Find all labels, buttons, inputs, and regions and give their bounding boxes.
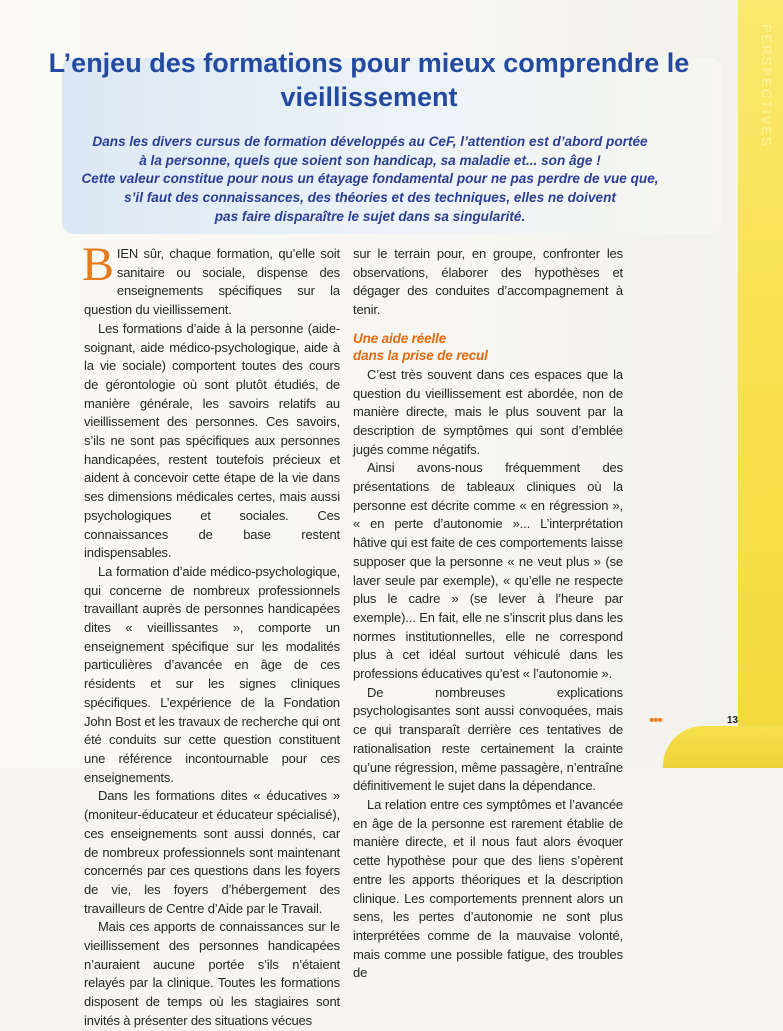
intro-line: Dans les divers cursus de formation développés au CeF, l’attention est d’abord portée	[92, 134, 648, 149]
paragraph: De nombreuses explications psychologisantes sont aussi convoquées, mais ce qui transparaît derrière ces tentatives de rationalisation reste certainement la crainte qu’une régression, même passagère, n’entraîne définitivement le sujet dans la dépendance.	[353, 684, 623, 794]
paragraph: La formation d’aide médico-psychologique, qui concerne de nombreux professionnels travaillant auprès de personnes handicapées dites « vieillissantes », comporte un enseignement spécifique sur les modalités particulières d’avancée en âge de ces résidents et sur les signes cliniques spécifiques. L’expérience de la Fondation John Bost et les travaux de recherche qui ont été conduits sur cette question constituent une référence incontournable pour ces enseignements.	[84, 563, 340, 785]
side-band-text: PERSPECTIVES	[759, 24, 774, 148]
paragraph: La relation entre ces symptômes et l’avancée en âge de la personne est rarement établie de manière directe, et il nous faut alors évoquer cette hypothèse pour que des liens s’opèrent entre les apports théoriques et la description clinique. Les comportements prennent alors un sens, les pertes d’autonomie ne sont plus interprétées comme de la mauvaise volonté, mais comme une possible fatigue, des troubles de	[353, 796, 623, 981]
drop-cap: B	[82, 238, 114, 291]
article-title: L’enjeu des formations pour mieux comprendre le vieillissement	[48, 48, 690, 112]
subheading-line: dans la prise de recul	[353, 347, 488, 363]
paragraph: Mais ces apports de connaissances sur le vieillissement des personnes handicapées n’auraient aucune portée s’ils n’étaient relayés par la clinique. Toutes les formations disposent de temps où les stagiaires sont invités à présenter des situations vécues	[84, 919, 340, 1028]
continued-paragraph: sur le terrain pour, en groupe, confronter les observations, élaborer des hypothèses et dégager des conduites d’accompagnement à tenir.	[353, 246, 623, 318]
right-column	[353, 245, 623, 983]
paragraph: Ainsi avons-nous fréquemment des présentations de tableaux cliniques où la personne est décrite comme « en régression », « en perte d’autonomie »... L’interprétation hâtive qui est faite de ces comportements laisse supposer que la personne « ne veut plus » (se laver seule par exemple), « qu’elle ne respecte plus le cadre » (se lever à l’heure par exemple)... En fait, elle ne s’inscrit plus dans les normes institutionnelles, elle ne correspond plus à cet idéal surtout véhiculé dans les professions éducatives qu’est « l’autonomie ».	[353, 460, 623, 682]
paragraph: C’est très souvent dans ces espaces que la question du vieillissement est abordée, non de manière directe, mais le plus souvent par la description de symptômes qui sont d’emblée jugés comme négatifs.	[353, 366, 623, 457]
intro-text	[70, 133, 670, 227]
left-column	[82, 238, 340, 1031]
yellow-corner-decoration	[663, 726, 783, 768]
first-paragraph	[82, 238, 340, 320]
subheading-line: Une aide réelle	[353, 330, 447, 346]
paragraph: Les formations d’aide à la personne (aide-soignant, aide médico-psychologique, aide à la vie sociale) comportent toutes des cours de gérontologie où sont plutôt étudiés, de manière générale, les savoirs relatifs au vieillissement des personnes. Ces savoirs, s’ils ne sont pas spécifiques aux personnes handicapées, restent toutefois précieux et aident à concevoir cette étape de la vie dans ses dimensions médicales certes, mais aussi psychologiques et sociales. Ces connaissances de base restent indispensables.	[84, 320, 340, 561]
intro-line: à la personne, quels que soient son handicap, sa maladie et... son âge !	[139, 152, 601, 168]
paragraph-text: IEN sûr, chaque formation, qu’elle soit sanitaire ou sociale, dispense des enseignements spécifiques sur la question du vieillissement.	[84, 246, 340, 318]
intro-line: pas faire disparaître le sujet dans sa singularité.	[214, 208, 526, 224]
paragraph: Dans les formations dites « éducatives » (moniteur-éducateur et éducateur spécialisé), ces enseignements sont aussi donnés, car de nombreux professionnels sont maintenant concernés par ces questions dans les foyers de vie, les foyers d’hébergement des travailleurs de Centre d’Aide par le Travail.	[84, 788, 340, 916]
page-number: 13	[727, 715, 739, 726]
section-subheading	[353, 330, 623, 364]
intro-line: s’il faut des connaissances, des théories et des techniques, elles ne doivent	[124, 190, 616, 206]
intro-line: Cette valeur constitue pour nous un étayage fondamental pour ne pas perdre de vue que,	[81, 171, 659, 187]
ornament-dots: •••	[649, 712, 662, 729]
